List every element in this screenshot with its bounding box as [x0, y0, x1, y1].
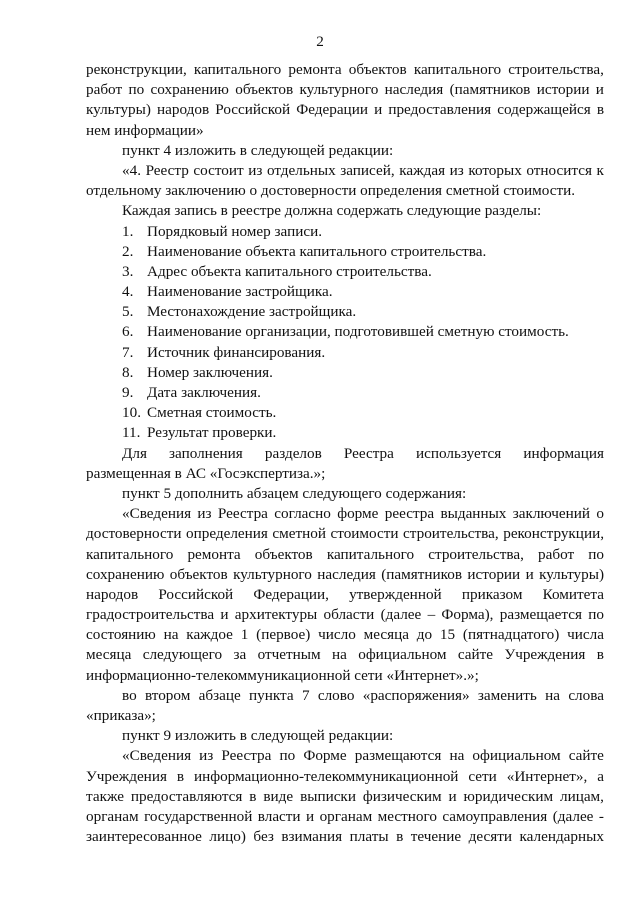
list-item-text: Номер заключения. — [147, 363, 273, 381]
text-line — [86, 565, 604, 585]
list-item-text: Порядковый номер записи. — [147, 222, 323, 240]
word: строительства, — [428, 545, 524, 563]
list-item — [86, 322, 604, 342]
word: и — [525, 565, 534, 583]
word: 7 — [301, 686, 310, 704]
word: выданных — [440, 505, 507, 523]
word: слово — [317, 686, 355, 704]
word: на — [332, 646, 347, 664]
list-item-text: Источник финансирования. — [147, 343, 326, 361]
word: - — [598, 807, 604, 825]
text-line: информационно-телекоммуникационной сети «Интернет».»; — [86, 666, 479, 684]
word: течение — [410, 828, 462, 846]
word: Федерации — [296, 101, 368, 119]
word: заполнения — [169, 444, 243, 462]
word: достоверности — [86, 525, 182, 543]
word: культуры) — [539, 565, 604, 583]
word: по — [128, 81, 145, 99]
word: объектов — [348, 61, 407, 78]
word: 15 — [439, 626, 456, 644]
word: «Сведения — [122, 505, 192, 523]
word: культуры) — [86, 101, 151, 119]
list-item-text: Наименование организации, подготовившей сметную стоимость. — [147, 323, 569, 341]
word: лицам, — [559, 787, 604, 805]
word: самоуправления — [442, 807, 548, 825]
word: лицо) — [209, 828, 246, 846]
word: месяца — [86, 646, 132, 664]
word: государственной — [144, 807, 253, 825]
word: Учреждения — [86, 767, 167, 785]
text-line — [86, 545, 604, 565]
word: из — [449, 161, 464, 179]
word: наследия — [317, 565, 376, 583]
list-item-number: 4. — [122, 283, 134, 301]
word: официальном — [472, 747, 561, 765]
word: сайте — [457, 646, 494, 664]
word: в — [596, 101, 604, 119]
word: состоит — [193, 161, 244, 179]
text-line — [86, 605, 604, 625]
word: и — [374, 101, 383, 119]
text-line: пункт 4 изложить в следующей редакции: — [122, 141, 394, 159]
word: предоставляются — [130, 787, 243, 805]
word: из — [199, 747, 214, 765]
word: слова — [568, 686, 604, 704]
word: области — [323, 606, 375, 624]
word: сохранению — [150, 81, 229, 99]
list-item-number: 3. — [122, 262, 134, 280]
word: предоставления — [388, 101, 492, 119]
word: реестра — [384, 505, 435, 523]
word: десяти — [468, 828, 512, 846]
word: во — [122, 686, 137, 704]
word: реконструкции, — [86, 61, 187, 78]
word: официальном — [358, 646, 447, 664]
word: органам — [86, 807, 139, 825]
list-item — [86, 423, 604, 443]
word: приказом — [461, 585, 523, 603]
word: строительства, — [403, 525, 499, 543]
word: наследия — [384, 81, 444, 99]
word: Российской — [215, 101, 291, 119]
word: Федерации, — [253, 585, 329, 603]
word: (памятников — [381, 565, 463, 583]
word: – — [427, 606, 436, 624]
word: заключений — [512, 505, 590, 523]
word: по — [588, 606, 604, 624]
word: местного — [377, 807, 437, 825]
word: сайте — [568, 747, 604, 765]
word: абзаце — [198, 686, 241, 704]
word: пункта — [249, 686, 294, 704]
text-line — [86, 60, 604, 80]
word: архитектуры — [234, 606, 318, 624]
word: «Интернет», — [506, 767, 588, 785]
list-item-text: Результат проверки. — [147, 424, 277, 442]
word: и — [220, 606, 229, 624]
word: физическим — [362, 787, 442, 805]
word: форме — [337, 505, 379, 523]
word: работ — [86, 81, 123, 99]
word: информация — [523, 444, 604, 462]
word: которых — [468, 161, 522, 179]
document-body — [86, 60, 604, 847]
word: капитального — [413, 61, 502, 78]
text-line — [86, 746, 604, 766]
list-item-text: Местонахождение застройщика. — [147, 303, 357, 321]
list-item-text: Адрес объекта капитального строительства. — [147, 262, 432, 280]
word: втором — [144, 686, 191, 704]
word: в — [249, 787, 257, 805]
word: ремонта — [187, 545, 241, 563]
list-item-number: 8. — [122, 363, 134, 381]
word: истории — [536, 81, 590, 99]
word: к — [596, 161, 604, 179]
list-item-number: 9. — [122, 384, 134, 401]
word: объектов — [235, 81, 294, 99]
word: капитального — [326, 545, 415, 563]
text-line: пункт 5 дополнить абзацем следующего содержания: — [122, 484, 467, 502]
word: Форме — [303, 747, 347, 765]
page-number: 2 — [316, 33, 324, 50]
list-item-number: 2. — [122, 242, 134, 260]
list-item — [86, 262, 604, 282]
text-line — [86, 787, 604, 807]
list-item — [86, 363, 604, 383]
word: (первое) — [256, 626, 311, 644]
text-line — [86, 161, 604, 181]
word: (памятников — [449, 81, 531, 99]
word: реконструкции, — [503, 525, 604, 543]
word: состоянию — [86, 626, 156, 644]
text-line — [86, 524, 604, 544]
list-item — [86, 383, 604, 403]
list-item-number: 1. — [122, 222, 134, 240]
word: информационно-телекоммуникационной — [193, 767, 459, 785]
word: строительства, — [508, 61, 604, 78]
word: Реестр — [145, 161, 189, 179]
word: работ — [538, 545, 575, 563]
word: месяца — [363, 626, 409, 644]
word: народов — [157, 101, 210, 119]
text-line: размещенная в АС «Госэкспертиза.»; — [86, 464, 326, 482]
word: каждая — [399, 161, 446, 179]
word: заинтересованное — [86, 828, 202, 846]
word: и — [595, 81, 604, 99]
word: в — [596, 646, 604, 664]
list-item-number: 10. — [122, 404, 141, 422]
word: также — [86, 787, 124, 805]
list-item — [86, 403, 604, 423]
word: на — [163, 626, 179, 644]
word: власти — [257, 807, 301, 825]
word: определения — [186, 525, 268, 543]
word: размещается — [499, 606, 582, 624]
text-line: Каждая запись в реестре должна содержать следующие разделы: — [122, 202, 542, 220]
word: в — [176, 767, 185, 785]
text-line — [86, 807, 604, 827]
word: и — [448, 787, 457, 805]
word: органам — [319, 807, 373, 825]
word: из — [197, 505, 212, 523]
text-line — [86, 80, 604, 100]
word: Реестра — [221, 747, 272, 765]
word: отчетным — [257, 646, 321, 664]
text-line — [86, 767, 604, 787]
word: Учреждения — [504, 646, 586, 664]
word: отдельных — [266, 161, 336, 179]
word: народов — [86, 585, 139, 603]
word: в — [396, 828, 404, 846]
word: сети — [468, 767, 497, 785]
list-item — [86, 302, 604, 322]
word: Комитета — [542, 585, 604, 603]
word: по — [588, 545, 604, 563]
word: число — [318, 626, 356, 644]
word: до — [416, 626, 433, 644]
word: капитального — [193, 61, 282, 78]
word: Реестра — [343, 444, 394, 462]
word: объектов — [254, 545, 313, 563]
word: культурного — [233, 565, 312, 583]
word: записей, — [340, 161, 395, 179]
word: выписки — [300, 787, 356, 805]
word: за — [233, 646, 247, 664]
word: (пятнадцатого) — [462, 626, 560, 644]
list-item — [86, 343, 604, 363]
word: ремонта — [288, 61, 342, 78]
word: Для — [122, 444, 147, 462]
text-line: «приказа»; — [86, 707, 156, 724]
word: без — [253, 828, 274, 846]
word: 1 — [240, 626, 249, 644]
list-item-text: Сметная стоимость. — [147, 404, 277, 422]
text-line: отдельному заключению о достоверности определения сметной стоимости. — [86, 182, 576, 200]
word: и — [306, 807, 315, 825]
word: на — [449, 747, 465, 765]
word: платы — [349, 828, 389, 846]
word: по — [279, 747, 296, 765]
word: взимания — [281, 828, 343, 846]
list-item-number: 5. — [122, 303, 134, 321]
word: размещаются — [354, 747, 442, 765]
list-item-number: 11. — [122, 424, 141, 442]
word: виде — [263, 787, 294, 805]
word: относится — [526, 161, 592, 179]
text-line — [86, 625, 604, 645]
text-line — [86, 585, 604, 605]
list-item-text: Наименование объекта капитального строительства. — [147, 242, 487, 260]
text-line — [86, 444, 604, 464]
word: сметной — [272, 525, 327, 543]
word: (далее — [380, 606, 422, 624]
list-item-text: Дата заключения. — [147, 384, 261, 401]
text-line — [86, 100, 604, 120]
word: «Сведения — [122, 747, 192, 765]
word: (далее — [552, 807, 594, 825]
word: юридическим — [463, 787, 554, 805]
word: на — [545, 686, 560, 704]
word: Реестра — [217, 505, 268, 523]
list-item-number: 7. — [122, 343, 134, 361]
list-item — [86, 282, 604, 302]
list-item-number: 6. — [122, 323, 134, 341]
word: следующего — [142, 646, 223, 664]
word: истории — [467, 565, 521, 583]
word: «4. — [122, 161, 141, 179]
word: культурного — [299, 81, 379, 99]
word: градостроительства — [86, 606, 215, 624]
text-line: нем информации» — [86, 121, 204, 139]
word: из — [248, 161, 263, 179]
word: разделов — [264, 444, 322, 462]
word: содержащейся — [497, 101, 591, 119]
word: заменить — [477, 686, 537, 704]
word: каждое — [186, 626, 233, 644]
text-line — [86, 504, 604, 524]
text-line — [86, 827, 604, 847]
text-line — [86, 686, 604, 706]
word: согласно — [274, 505, 331, 523]
list-item — [86, 242, 604, 262]
word: а — [597, 767, 604, 785]
word: Российской — [158, 585, 234, 603]
text-line: пункт 9 изложить в следующей редакции: — [122, 727, 394, 745]
word: стоимости — [330, 525, 399, 543]
list-item-text: Наименование застройщика. — [147, 283, 333, 301]
word: календарных — [519, 828, 604, 846]
list-item — [86, 222, 604, 242]
word: числа — [567, 626, 604, 644]
word: Форма), — [441, 606, 494, 624]
word: объектов — [169, 565, 228, 583]
word: «распоряжения» — [362, 686, 470, 704]
word: используется — [416, 444, 502, 462]
word: капитального — [86, 545, 174, 563]
word: сохранению — [86, 565, 165, 583]
word: о — [596, 505, 604, 523]
word: утвержденной — [349, 585, 442, 603]
text-line — [86, 645, 604, 665]
